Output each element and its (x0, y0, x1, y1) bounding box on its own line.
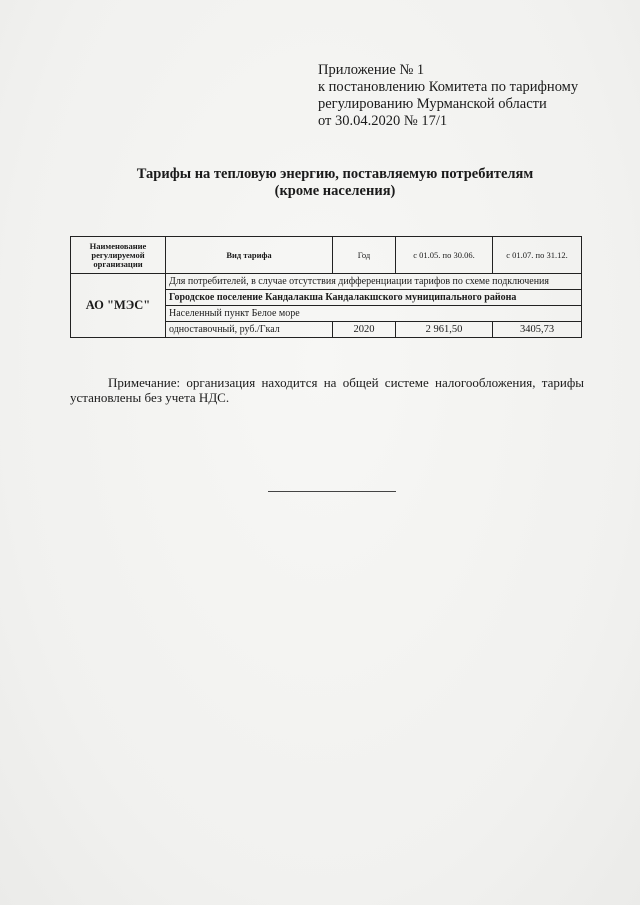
appendix-header (318, 62, 618, 130)
appendix-number: Приложение № 1 (318, 62, 425, 78)
organization-name: АО "МЭС" (71, 274, 166, 338)
value-period-2: 3405,73 (493, 322, 582, 338)
document-title (60, 166, 610, 200)
table-row (71, 274, 582, 290)
consumers-row: Для потребителей, в случае отсутствия дифференциации тарифов по схеме подключения (166, 274, 582, 290)
header-year: Год (333, 237, 396, 274)
year-cell: 2020 (333, 322, 396, 338)
header-period-2: с 01.07. по 31.12. (493, 237, 582, 274)
header-organization: Наименование регулируемой организации (71, 237, 166, 274)
divider-line (268, 491, 396, 492)
appendix-committee: регулированию Мурманской области (318, 96, 547, 112)
appendix-date: от 30.04.2020 № 17/1 (318, 113, 448, 129)
value-period-1: 2 961,50 (396, 322, 493, 338)
header-tariff-kind: Вид тарифа (166, 237, 333, 274)
locality-row: Населенный пункт Белое море (166, 306, 582, 322)
appendix-resolution-ref: к постановлению Комитета по тарифному (318, 79, 579, 95)
title-line-1: Тарифы на тепловую энергию, поставляемую потребителям (136, 166, 534, 182)
tariff-table (70, 236, 582, 338)
table-header-row (71, 237, 582, 274)
settlement-row: Городское поселение Кандалакша Кандалакшского муниципального района (166, 290, 582, 306)
note (70, 375, 584, 405)
note-text: Примечание: организация находится на общей системе налогообложения, тарифы установлены без учета НДС. (70, 375, 584, 405)
header-period-1: с 01.05. по 30.06. (396, 237, 493, 274)
title-line-2: (кроме населения) (274, 183, 396, 199)
tariff-kind-cell: одноставочный, руб./Гкал (166, 322, 333, 338)
